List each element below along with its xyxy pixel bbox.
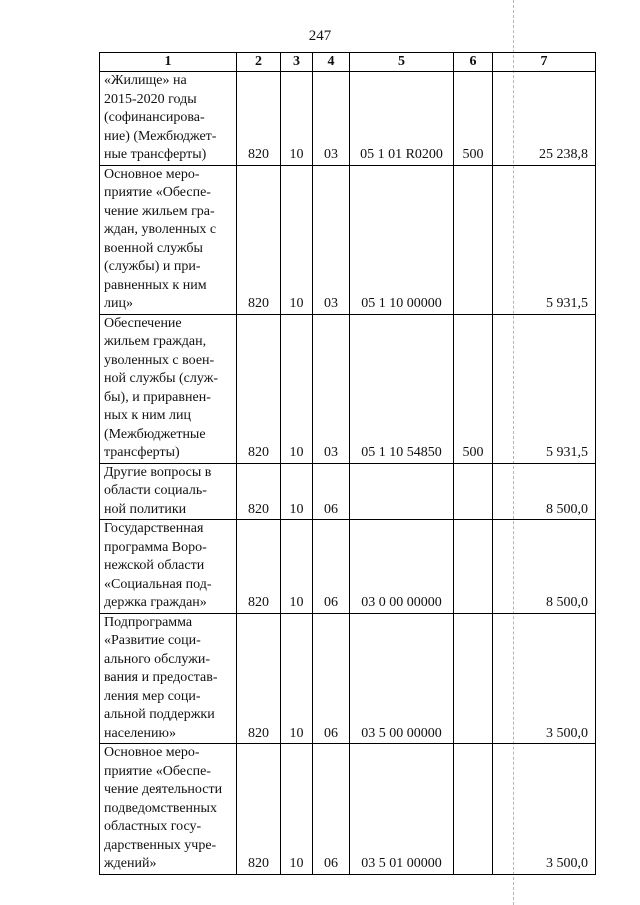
row-name-cell: Подпрограмма «Развитие соци- ального обслужи- вания и предостав- ления мер соци- альной поддержки населению» [100,613,237,744]
gov-code-cell: 820 [237,520,281,614]
target-article-cell: 03 5 00 00000 [350,613,454,744]
gov-code-cell: 820 [237,463,281,520]
table-row [100,520,596,614]
table-row [100,463,596,520]
section-cell: 10 [281,165,313,314]
column-header: 5 [350,53,454,72]
column-header: 1 [100,53,237,72]
section-cell: 10 [281,744,313,875]
target-article-cell: 05 1 10 00000 [350,165,454,314]
amount-cell: 8 500,0 [493,463,596,520]
table-row [100,744,596,875]
column-header: 3 [281,53,313,72]
amount-cell: 3 500,0 [493,613,596,744]
row-name-cell: Основное меро- приятие «Обеспе- чение жильем гра- ждан, уволенных с военной службы (службы) и при- равненных к ним лиц» [100,165,237,314]
row-name-cell: «Жилище» на 2015-2020 годы (софинансирова- ние) (Межбюджет- ные трансферты) [100,72,237,166]
gov-code-cell: 820 [237,72,281,166]
header-row [100,53,596,72]
row-name-cell: Основное меро- приятие «Обеспе- чение деятельности подведомственных областных госу- дарственных учре- ждений» [100,744,237,875]
gov-code-cell: 820 [237,744,281,875]
target-article-cell [350,463,454,520]
section-cell: 10 [281,613,313,744]
table-row [100,72,596,166]
row-name-cell: Государственная программа Воро- нежской области «Социальная под- держка граждан» [100,520,237,614]
target-article-cell: 05 1 10 54850 [350,314,454,463]
table-row [100,613,596,744]
expense-type-cell [454,165,493,314]
expense-type-cell [454,520,493,614]
section-cell: 10 [281,314,313,463]
expense-type-cell: 500 [454,72,493,166]
target-article-cell: 03 5 01 00000 [350,744,454,875]
section-cell: 10 [281,463,313,520]
expense-type-cell [454,744,493,875]
gov-code-cell: 820 [237,613,281,744]
expense-type-cell [454,613,493,744]
amount-cell: 5 931,5 [493,165,596,314]
expense-type-cell [454,463,493,520]
amount-cell: 5 931,5 [493,314,596,463]
amount-cell: 25 238,8 [493,72,596,166]
amount-cell: 3 500,0 [493,744,596,875]
table-row [100,165,596,314]
gov-code-cell: 820 [237,314,281,463]
gov-code-cell: 820 [237,165,281,314]
target-article-cell: 03 0 00 00000 [350,520,454,614]
row-name-cell: Другие вопросы в области социаль- ной политики [100,463,237,520]
column-header: 7 [493,53,596,72]
section-cell: 10 [281,72,313,166]
subsection-cell: 06 [313,613,350,744]
table-row [100,314,596,463]
budget-table [99,52,596,875]
column-header: 4 [313,53,350,72]
expense-type-cell: 500 [454,314,493,463]
subsection-cell: 06 [313,463,350,520]
target-article-cell: 05 1 01 R0200 [350,72,454,166]
column-header: 2 [237,53,281,72]
row-name-cell: Обеспечение жильем граждан, уволенных с воен- ной службы (служ- бы), и приравнен- ных к ним лиц (Межбюджетные трансферты) [100,314,237,463]
amount-cell: 8 500,0 [493,520,596,614]
subsection-cell: 03 [313,314,350,463]
column-header: 6 [454,53,493,72]
subsection-cell: 03 [313,165,350,314]
section-cell: 10 [281,520,313,614]
page-number: 247 [308,28,332,44]
subsection-cell: 06 [313,744,350,875]
subsection-cell: 03 [313,72,350,166]
subsection-cell: 06 [313,520,350,614]
